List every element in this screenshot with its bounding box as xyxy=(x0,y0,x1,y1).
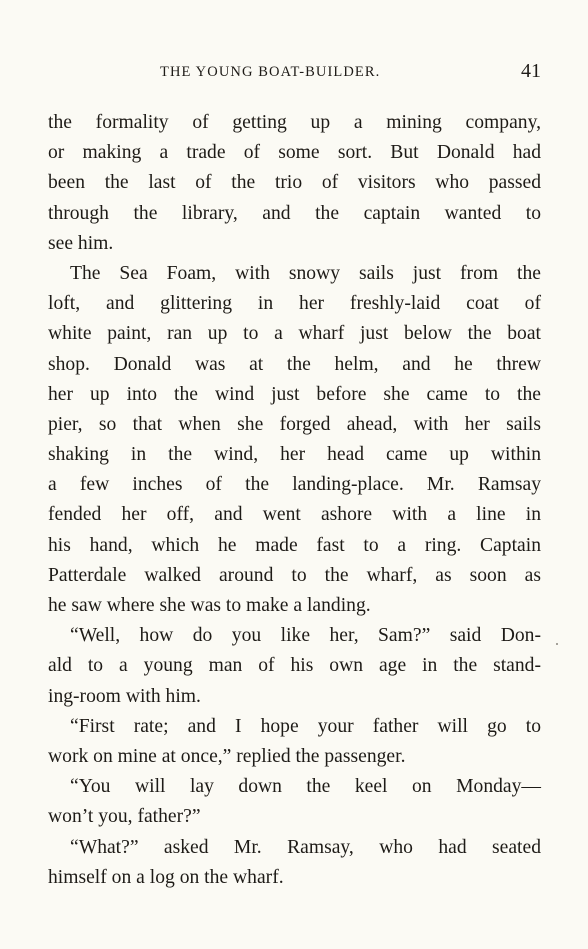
text-line: through the library, and the captain wanted to xyxy=(48,202,541,224)
text-line: white paint, ran up to a wharf just below the boat xyxy=(48,323,541,345)
text-line: shop. Donald was at the helm, and he threw xyxy=(48,353,541,375)
text-line: work on mine at once,” replied the passenger. xyxy=(48,745,406,767)
text-line: her up into the wind just before she came to the xyxy=(48,383,541,405)
text-line: fended her off, and went ashore with a line in xyxy=(48,504,541,526)
text-line: his hand, which he made fast to a ring. Captain xyxy=(48,534,541,556)
text-line: see him. xyxy=(48,232,114,254)
text-line: loft, and glittering in her freshly-laid coat of xyxy=(48,293,541,315)
text-line: shaking in the wind, her head came up within xyxy=(48,444,541,466)
text-line: the formality of getting up a mining company, xyxy=(48,112,541,133)
text-line: won’t you, father?” xyxy=(48,806,201,828)
text-line: a few inches of the landing-place. Mr. Ramsay xyxy=(48,474,541,496)
text-line: pier, so that when she forged ahead, with her sails xyxy=(48,413,541,435)
text-line: or making a trade of some sort. But Donald had xyxy=(48,142,541,164)
running-head xyxy=(48,60,541,86)
text-line: “You will lay down the keel on Monday— xyxy=(70,776,541,798)
text-line: Patterdale walked around to the wharf, as soon as xyxy=(48,564,541,586)
text-line: “What?” asked Mr. Ramsay, who had seated xyxy=(70,836,541,858)
text-line: ing-room with him. xyxy=(48,685,201,707)
text-line: been the last of the trio of visitors who passed xyxy=(48,172,541,194)
running-title: THE YOUNG BOAT-BUILDER. xyxy=(160,64,381,80)
body-text xyxy=(48,108,541,893)
text-line: he saw where she was to make a landing. xyxy=(48,595,371,616)
page-number: 41 xyxy=(521,60,541,82)
text-line: himself on a log on the wharf. xyxy=(48,866,284,888)
text-line: The Sea Foam, with snowy sails just from the xyxy=(70,262,541,284)
text-line: “First rate; and I hope your father will go to xyxy=(70,715,541,737)
text-line: “Well, how do you like her, Sam?” said Don- xyxy=(70,625,541,647)
paper-speck xyxy=(556,643,558,645)
text-line: ald to a young man of his own age in the stand- xyxy=(48,655,541,677)
